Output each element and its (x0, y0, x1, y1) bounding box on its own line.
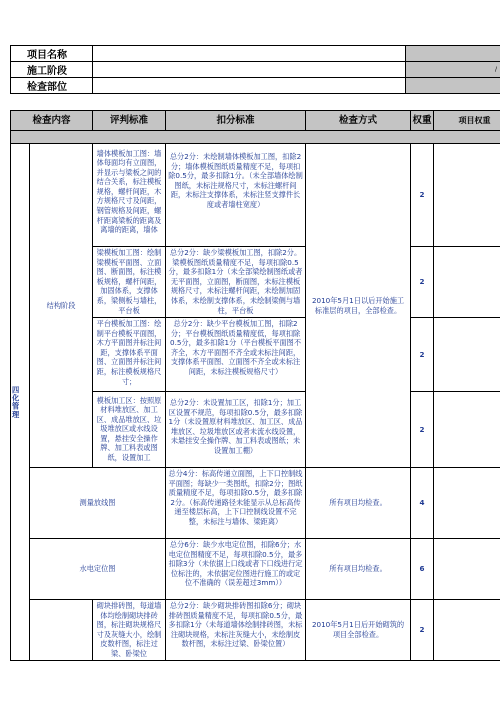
info-tail-cell (406, 46, 500, 62)
grey-band-row (11, 131, 500, 144)
construction-stage-field[interactable] (93, 62, 406, 78)
weight-cell: 2 (411, 247, 434, 318)
edge-mark: / (495, 66, 498, 73)
project-weight-cell[interactable] (434, 144, 500, 247)
method-text: 2010年5月1日以后开始施工标准层的项目，全部检查。 (311, 295, 405, 315)
table-header-row (11, 111, 500, 131)
info-tail-cell (406, 62, 500, 78)
section-label (11, 144, 30, 661)
deduct-standard-cell: 总分6分：缺少水电定位图，扣除6分；水电定位图精度不足，每项扣除0.5分，最多扣除3分（未依据上口线或者下口线进行定位标注的，未依据定位图进行施工的或定位不准确的（误差超过3mm）） (168, 540, 303, 588)
eval-standard-cell: 平台模板加工图：绘制平台模板平面图，木方平面图并标注间距，支撑体系平面图、立面图并标注间距，标注模板规格尺寸； (96, 319, 162, 386)
deduct-standard-cell: 总分2分：缺少梁模板加工图，扣除2分。梁模板图纸质量精度不足，每项扣除0.5分，最多扣除1分（未全部梁绘制图纸或者无平面图，立面图，断面图，未标注模板规格尺寸，未标注螺杆间距，未绘制加固体系，未绘制支撑体系，未绘制梁侧与墙柱，平台板 (168, 248, 303, 315)
info-row-location (11, 78, 500, 94)
project-name-field[interactable] (93, 46, 406, 62)
content-cell (30, 468, 166, 539)
method-cell (306, 144, 411, 468)
project-name-label: 项目名称 (11, 46, 93, 62)
header-method: 检查方式 (306, 111, 411, 131)
eval-standard-cell: 梁模板加工图：绘制梁模板平面图、立面图、断面图，标注模板规格，螺杆间距，加固体系，支撑体系，梁侧板与墙柱，平台板 (96, 248, 162, 315)
info-row-stage (11, 62, 500, 78)
header-content: 检查内容 (11, 111, 93, 131)
evaluation-table (10, 110, 500, 661)
header-deduct-standard: 扣分标准 (166, 111, 306, 131)
project-weight-cell[interactable] (434, 600, 500, 661)
section-label-text: 四化管理 (11, 385, 21, 419)
table-row (11, 468, 500, 539)
table-row (11, 600, 500, 661)
project-weight-cell[interactable] (434, 318, 500, 392)
deduct-standard-cell: 总分2分：缺少砌块排砖图扣除6分；砌块排砖图质量精度不足，每项扣除0.5分，最多扣除1分（未每道墙体绘制排砖图，未标注砌块规格，未标注灰缝大小，未绘制皮数杆图，未标注过梁、卧梁位置） (168, 601, 303, 649)
table-row (11, 144, 500, 247)
header-eval-standard: 评判标准 (93, 111, 166, 131)
deduct-standard-cell: 总分2分：未设置加工区，扣除1分；加工区设置不规范，每项扣除0.5分，最多扣除1分（未设置原材料堆放区、加工区、成品堆放区、垃圾堆放区或者未流水线设置，未悬挂安全操作牌、加工料表或图纸；未设置加工棚） (168, 398, 303, 455)
project-weight-cell[interactable] (434, 392, 500, 468)
weight-cell: 2 (411, 600, 434, 661)
deduct-standard-cell: 总分2分：未绘制墙体模板加工图，扣除2分；墙体模板图纸质量精度不足，每项扣除0.5分，最多扣除1分。（未全部墙体绘制图纸，未标注规格尺寸，未标注螺杆间距，未标注支撑体系，未标注竖支撑件长度或者墙柱宽度） (168, 152, 303, 209)
eval-standard-cell: 模板加工区：按照原材料堆放区、加工区、成品堆放区、垃圾堆放区或水线设置，悬挂安全操作牌、加工料表或图纸，设置加工 (96, 395, 162, 463)
inspection-location-label: 检查部位 (11, 78, 93, 94)
weight-cell: 6 (411, 539, 434, 600)
method-cell: 所有项目均检查。 (306, 539, 411, 600)
content-text: 测量放线图 (79, 498, 116, 508)
project-weight-cell[interactable] (434, 468, 500, 539)
deduct-standard-cell: 总分2分：缺少平台模板加工图，扣除2分；平台模板图纸质量精度低，每项扣除0.5分，最多扣除1分（平台模板平面图不齐全，木方平面图不齐全或未标注间距，支撑体系平面图、立面图不齐全或未标注间距，未标注模板规格尺寸） (170, 319, 302, 376)
weight-cell: 2 (411, 144, 434, 247)
project-info-table (10, 45, 500, 94)
inspection-location-field[interactable] (93, 78, 406, 94)
weight-cell: 2 (411, 318, 434, 392)
weight-cell: 4 (411, 468, 434, 539)
info-tail-cell (406, 78, 500, 94)
method-cell: 所有项目均检查。 (306, 468, 411, 539)
sub-section-structure-label: 结构阶段 (46, 300, 76, 310)
method-cell: 2010年5月1日后开始砌筑的项目全部检查。 (306, 600, 411, 661)
construction-stage-label: 施工阶段 (11, 62, 93, 78)
header-project-weight: 项目权重 (434, 111, 500, 131)
grey-band (11, 131, 500, 144)
project-weight-cell[interactable] (434, 247, 500, 318)
deduct-standard-cell: 总分4分：标高传递立面图，上下口控制线平面图；每缺少一类图纸，扣除2分；图纸质量精度不足，每项扣除0.5分，最多扣除2分。（标高传递路径未能显示从总标高传递至楼层标高，上下口控制线设置不完整，未标注与墙体、梁距离） (168, 469, 303, 526)
content-text: 水电定位图 (79, 564, 116, 574)
info-row-project-name (11, 46, 500, 62)
sub-section-structure (30, 144, 93, 468)
header-weight: 权重 (411, 111, 434, 131)
project-weight-cell[interactable] (434, 539, 500, 600)
eval-standard-cell: 墙体模板加工图：墙体每面均有立面图，并显示与梁板之间的结合关系，标注模板规格，螺杆间距，木方规格尺寸及间距，钢管规格及间距，螺杆距离梁板的距离及离墙的距离，墙体 (96, 148, 162, 235)
content-cell (30, 600, 93, 661)
weight-cell: 2 (411, 392, 434, 468)
content-cell (30, 539, 166, 600)
table-row (11, 539, 500, 600)
eval-standard-cell: 砌块排砖图，每道墙体均绘制砌块排砖图，标注砌块规格尺寸及灰缝大小，绘制皮数杆图，标注过梁、卧梁位 (96, 601, 162, 658)
